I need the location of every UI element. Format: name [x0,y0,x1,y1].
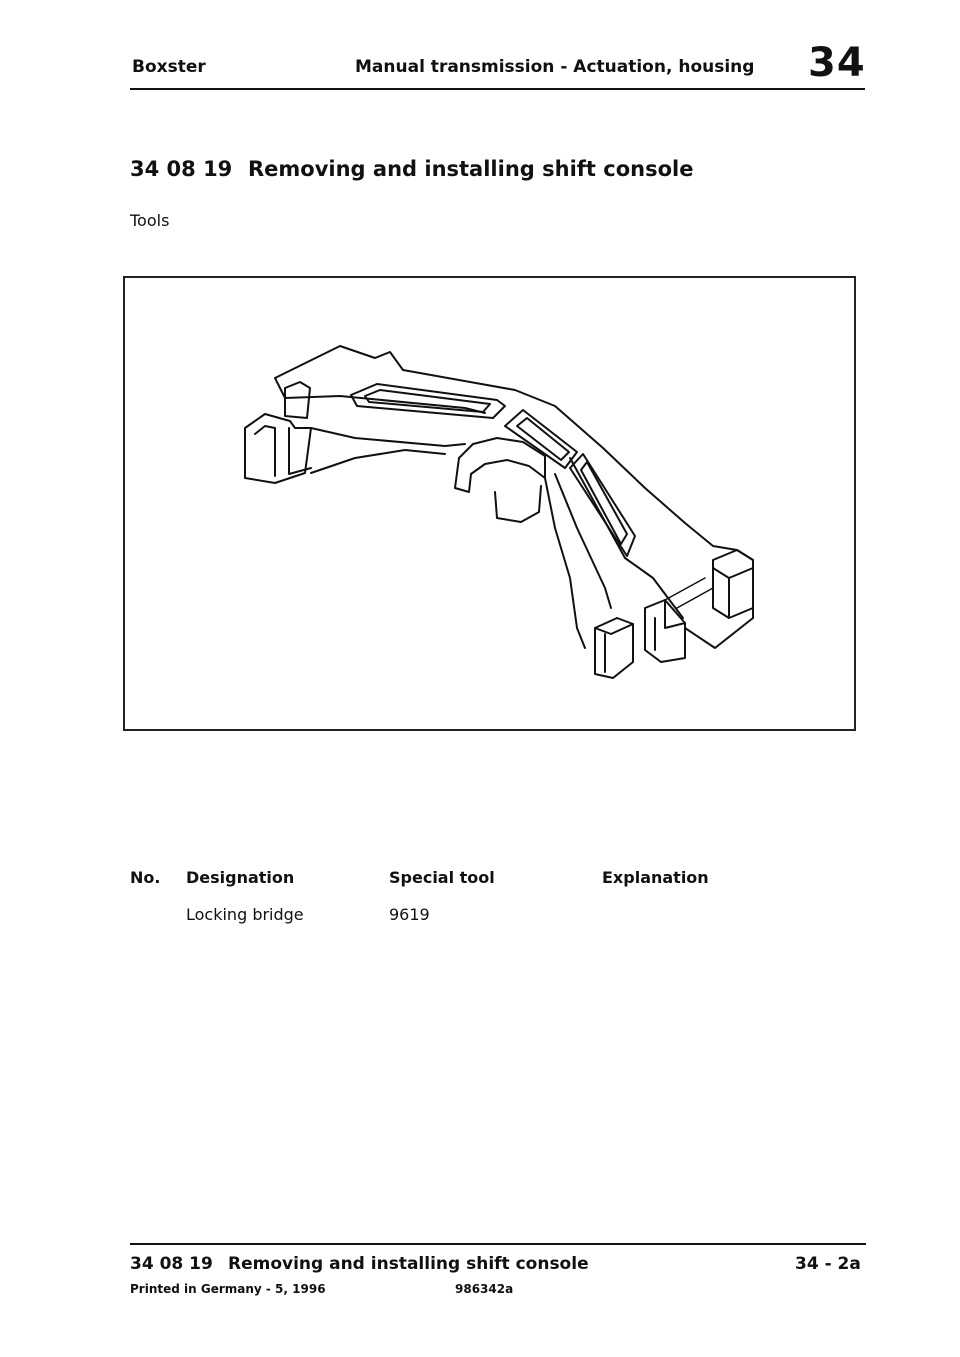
drawing-lower-arm [311,428,465,473]
drawing-left-clip-detail [255,426,311,476]
col-header-no: No. [130,868,161,887]
drawing-saddle-base [495,486,541,522]
section-title: Removing and installing shift console [248,157,694,181]
header-group-number: 34 [808,40,866,86]
drawing-left-clip [245,414,311,483]
header-rule [130,88,865,90]
footer-rule [130,1243,866,1245]
col-header-designation: Designation [186,868,295,887]
tool-illustration [123,276,856,731]
drawing-foot-right-edge [655,600,685,650]
section-number: 34 08 19 [130,157,233,181]
drawing-right-end-edge [713,568,753,616]
drawing-right-slot-1 [505,410,577,468]
drawing-right-end [713,550,753,618]
drawing-leg-left [545,478,585,648]
header-model: Boxster [132,57,206,77]
row-special-tool: 9619 [389,905,430,924]
footer-title: Removing and installing shift console [228,1254,589,1274]
drawing-top-beam [275,346,753,648]
locking-bridge-drawing [125,278,858,733]
drawing-left-block [285,382,310,418]
drawing-right-slot-2-inner [581,462,627,544]
drawing-center-saddle [455,438,545,492]
page-number: 34 - 2a [795,1254,861,1274]
document-code: 986342a [455,1282,514,1296]
footer-number: 34 08 19 [130,1254,213,1274]
print-info: Printed in Germany - 5, 1996 [130,1282,326,1296]
tools-label: Tools [130,211,170,230]
drawing-foot-left-edge [595,624,633,672]
col-header-explanation: Explanation [602,868,709,887]
header-section: Manual transmission - Actuation, housing [355,57,755,77]
col-header-special-tool: Special tool [389,868,495,887]
drawing-leg-mid [555,474,611,608]
row-designation: Locking bridge [186,905,304,924]
